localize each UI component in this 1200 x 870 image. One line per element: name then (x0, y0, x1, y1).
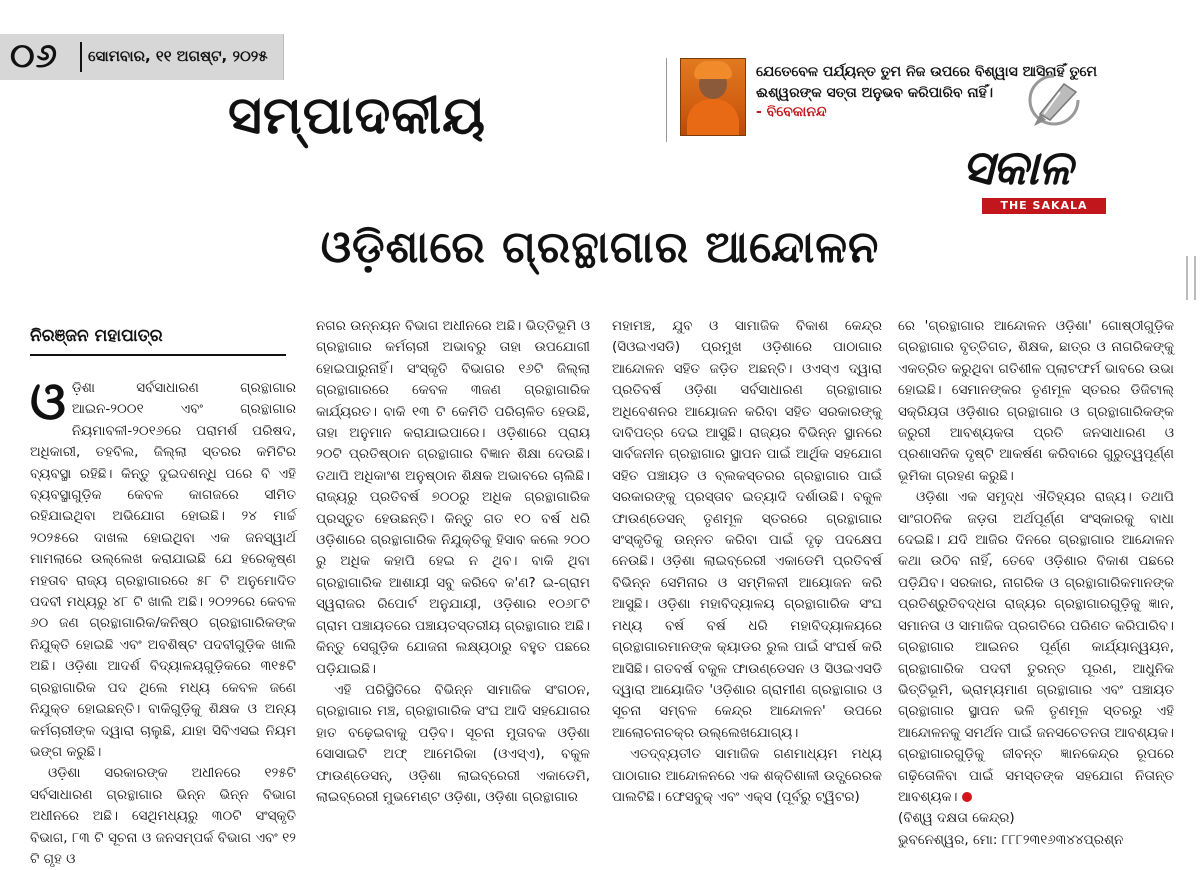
drop-cap: ଓ (30, 372, 66, 432)
date-banner (0, 34, 284, 80)
newspaper-logo-subtitle: THE SAKALA (982, 198, 1106, 214)
page-number: ୦୬ (10, 36, 58, 76)
paragraph: ନଗର ଉନ୍ନୟନ ବିଭାଗ ଅଧୀନରେ ଅଛି। ଭିତ୍ତିଭୂମି ଓ ଗ୍ରନ୍ଥାଗାର କର୍ମଚାରୀ ଅଭାବରୁ ତାହା ଉପଯୋଗୀ ହୋଇପାରୁନାହିଁ। ସଂସ୍କୃତି ବିଭାଗର ୧୬ଟି ଜିଲ୍ଲା ଗ୍ରନ୍ଥାଗାରରେ କେବଳ ୩ଜଣ ଗ୍ରନ୍ଥାଗାରିକ କାର୍ଯ୍ୟରତ। ବାକି ୧୩ ଟି କେମିତି ପରିଚାଳିତ ହେଉଛି, ତାହା ଅନୁମାନ କରାଯାଇପାରେ। ଓଡ଼ିଶାରେ ପ୍ରାୟ ୨୦ଟି ପ୍ରତିଷ୍ଠାନ ଗ୍ରନ୍ଥାଗାର ବିଜ୍ଞାନ ଶିକ୍ଷା ଦେଉଛି। ତଥାପି ଅଧିକାଂଶ ଅନୁଷ୍ଠାନ ଶିକ୍ଷକ ଅଭାବରେ ଚାଲିଛି। ରାଜ୍ୟରୁ ପ୍ରତିବର୍ଷ ୭୦୦ରୁ ଅଧିକ ଗ୍ରନ୍ଥାଗାରିକ ପ୍ରସ୍ତୁତ ହେଉଛନ୍ତି। କିନ୍ତୁ ଗତ ୧୦ ବର୍ଷ ଧରି ଓଡ଼ିଶାରେ ଗ୍ରନ୍ଥାଗାରିକ ନିଯୁକ୍ତିକୁ ହିସାବ କଲେ ୨୦୦ ରୁ ଅଧିକ କହାପି ହେଇ ନ ଥିବ। ବାକି ଥିବା ଗ୍ରନ୍ଥାଗାରିକ ଆଶାୟୀ ସବୁ କରିବେ କ'ଣ? ଇ-ଗ୍ରାମ ସ୍ୱରାଜର ରିପୋର୍ଟ ଅନୁଯାୟୀ, ଓଡ଼ିଶାର ୧୦୬୮ଟି ଗ୍ରାମ ପଞ୍ଚାୟତରେ ପଞ୍ଚାୟତସ୍ତରୀୟ ଗ୍ରନ୍ଥାଗାର ଅଛି। କିନ୍ତୁ ସେଗୁଡ଼ିକ ଯୋଜନା ଲକ୍ଷ୍ୟଠାରୁ ବହୁତ ପଛରେ ପଡ଼ିଯାଇଛି। (316, 318, 590, 677)
paragraph: ଓଡ଼ିଶା ସରକାରଙ୍କ ଅଧୀନରେ ୧୨୫ଟି ସର୍ବସାଧାରଣ ଗ୍ରନ୍ଥାଗାର ଭିନ୍ନ ଭିନ୍ନ ବିଭାଗ ଅଧୀନରେ ଅଛି। ସେଥିମଧ୍ୟରୁ ୩୦ଟି ସଂସ୍କୃତି ବିଭାଗ, ୮୩ ଟି ସୂଚନା ଓ ଜନସମ୍ପର୍କ ବିଭାଗ ଏବଂ ୧୨ ଟି ଗୃହ ଓ (30, 765, 296, 867)
page-edge-mark (1186, 256, 1196, 300)
column-1-body (30, 372, 296, 870)
quote-divider (666, 58, 667, 142)
paragraph: ଏହି ପରିସ୍ଥିତିରେ ବିଭିନ୍ନ ସାମାଜିକ ସଂଗଠନ, ଗ୍ରନ୍ଥାଗାର ମଞ୍ଚ, ଗ୍ରନ୍ଥାଗାରିକ ସଂଘ ଆଦି ସହଯୋଗର ହାତ ବଢ଼େଇବାକୁ ପଡ଼ିବ। ସୂଚନା ମୁତାବକ ଓଡ଼ିଶା ସୋସାଇଟି ଅଫ୍ ଆମେରିକା (ଓଏସ୍‌ଏ), ବକୁଳ ଫାଉଣ୍ଡେସନ୍, ଓଡ଼ିଶା ଲାଇବ୍ରେରୀ ଏକାଡେମି, ଲାଇବ୍ରେରୀ ମୁଭମେଣ୍ଟ ଓଡ଼ିଶା, ଓଡ଼ିଶା ଗ୍ରନ୍ଥାଗାର (316, 681, 590, 805)
author-contact: ଭୁବନେଶ୍ୱର, ମୋ: ୮୮୮୨୩୧୬୩୪୪ପ୍ରଶ୍ନ (898, 831, 1124, 848)
article-column-2 (316, 316, 590, 808)
article-column-4 (898, 316, 1174, 851)
paragraph: ଓଡ଼ିଶା ଏକ ସମୃଦ୍ଧ ଐତିହ୍ୟର ରାଜ୍ୟ। ତଥାପି ସାଂଗଠନିକ ଜଡ଼ତା ଅର୍ଥପୂର୍ଣ୍ଣ ସଂସ୍କାରକୁ ବାଧା ଦେଇଛି। ଯଦି ଆଜିର ଦିନରେ ଗ୍ରନ୍ଥାଗାର ଆନ୍ଦୋଳନ କଥା ଉଠିବ ନାହିଁ, ତେବେ ଓଡ଼ିଶାର ବିକାଶ ପଛରେ ପଡ଼ିଯିବ। ସରକାର, ନାଗରିକ ଓ ଗ୍ରନ୍ଥାଗାରିକମାନଙ୍କ ପ୍ରତିଶ୍ରୁତିବଦ୍ଧତା ରାଜ୍ୟର ଗ୍ରନ୍ଥାଗାରଗୁଡ଼ିକୁ ଜ୍ଞାନ, ସମାନତା ଓ ସାମାଜିକ ପ୍ରଗତିରେ ପରିଣତ କରିପାରିବ। ଗ୍ରନ୍ଥାଗାର ଆଇନର ପୂର୍ଣ୍ଣ କାର୍ଯ୍ୟାନ୍ୱୟନ, ଗ୍ରନ୍ଥାଗାରିକ ପଦବୀ ତୁରନ୍ତ ପୂରଣ, ଆଧୁନିକ ଭିତ୍ତିଭୂମି, ଭ୍ରାମ୍ୟମାଣ ଗ୍ରନ୍ଥାଗାର ଏବଂ ପଞ୍ଚାୟତ ଗ୍ରନ୍ଥାଗାର ସ୍ଥାପନ ଭଳି ତୃଣମୂଳ ସ୍ତରରୁ ଏହି ଆନ୍ଦୋଳନକୁ ସମର୍ଥନ ପାଇଁ ଜନସଚେତନତା ଆବଶ୍ୟକ। ଗ୍ରନ୍ଥାଗାରଗୁଡ଼ିକୁ ଜୀବନ୍ତ ଜ୍ଞାନକେନ୍ଦ୍ର ରୂପରେ ଗଢ଼ିତୋଳିବା ପାଇଁ ସମସ୍ତଙ୍କ ସହଯୋଗ ନିତାନ୍ତ ଆବଶ୍ୟକ। (898, 489, 1174, 805)
newspaper-logo: ସକାଳ (962, 140, 1072, 196)
vivekananda-portrait-image (680, 58, 746, 136)
article-byline: ନିରଞ୍ଜନ ମହାପାତ୍ର (30, 326, 163, 346)
byline-underline (30, 354, 286, 356)
author-org: (ବିଶ୍ୱ ଦକ୍ଷତା କେନ୍ଦ୍ର) (898, 810, 1015, 827)
pen-nib-icon (1020, 70, 1090, 134)
paragraph: ଏତଦ୍ବ୍ୟତୀତ ସାମାଜିକ ଗଣମାଧ୍ୟମ ମଧ୍ୟ ପାଠାଗାର ଆନ୍ଦୋଳନରେ ଏକ ଶକ୍ତିଶାଳୀ ଉତ୍ପ୍ରେରକ ପାଲଟିଛି। ଫେସବୁକ୍ ଏବଂ ଏକ୍ସ (ପୂର୍ବରୁ ଟ୍ୱିଟର) (612, 746, 882, 805)
quote-author: - ବିବେକାନନ୍ଦ (756, 104, 827, 120)
end-mark-icon (962, 792, 972, 802)
paragraph: ରେ 'ଗ୍ରନ୍ଥାଗାର ଆନ୍ଦୋଳନ ଓଡ଼ିଶା' ଗୋଷ୍ଠୀଗୁଡ଼ିକ ଗ୍ରନ୍ଥାଗାର ବୃତ୍ତିଗତ, ଶିକ୍ଷକ, ଛାତ୍ର ଓ ନାଗରିକଙ୍କୁ ଏକତ୍ରିତ କରୁଥିବା ଗତିଶୀଳ ପ୍ଲାଟଫର୍ମ ଭାବରେ ଉଭା ହୋଇଛି। ସେମାନଙ୍କର ତୃଣମୂଳ ସ୍ତରର ଡିଜିଟାଲ୍ ସକ୍ରିୟତା ଓଡ଼ିଶାର ଗ୍ରନ୍ଥାଗାର ଓ ଗ୍ରନ୍ଥାଗାରିକଙ୍କ ଜରୁରୀ ଆବଶ୍ୟକତା ପ୍ରତି ଜନସାଧାରଣ ଓ ପ୍ରଶାସନିକ ଦୃଷ୍ଟି ଆକର୍ଷଣ କରିବାରେ ଗୁରୁତ୍ୱପୂର୍ଣ୍ଣ ଭୂମିକା ଗ୍ରହଣ କରୁଛି। (898, 318, 1174, 484)
paragraph: ଓଡ଼ିଶା ସର୍ବସାଧାରଣ ଗ୍ରନ୍ଥାଗାର ଆଇନ-୨୦୦୧ ଏବଂ ଗ୍ରନ୍ଥାଗାର ନିୟମାବଳୀ-୨୦୧୬ରେ ପରାମର୍ଶ ପରିଷଦ, ଅଧିକାରୀ, ତହବିଲ, ଜିଲ୍ଲା ସ୍ତରର କମିଟିର ବ୍ୟବସ୍ଥା ରହିଛି। କିନ୍ତୁ ଦୁଇଦଶନ୍ଧି ପରେ ବି ଏହି ବ୍ୟବସ୍ଥାଗୁଡ଼ିକ କେବଳ କାଗଜରେ ସୀମିତ ରହିଯାଇଥିବା ଅଭିଯୋଗ ହୋଇଛି। ୨୪ ମାର୍ଚ୍ଚ ୨୦୨୫ରେ ଦାଖଲ ହୋଇଥିବା ଏକ ଜନସ୍ୱାର୍ଥ ମାମଲାରେ ଉଲ୍ଲେଖ କରାଯାଇଛି ଯେ ହରେକୃଷ୍ଣ ମହତାବ ରାଜ୍ୟ ଗ୍ରନ୍ଥାଗାରରେ ୫୮ ଟି ଅନୁମୋଦିତ ପଦବୀ ମଧ୍ୟରୁ ୪୮ ଟି ଖାଲି ଅଛି। ୨୦୨୨ରେ କେବଳ ୬୦ ଜଣ ଗ୍ରନ୍ଥାଗାରିକ/କନିଷ୍ଠ ଗ୍ରନ୍ଥାଗାରିକଙ୍କ ନିଯୁକ୍ତି ହୋଇଛି ଏବଂ ଅବଶିଷ୍ଟ ପଦବୀଗୁଡ଼ିକ ଖାଲି ଅଛି। ଓଡ଼ିଶା ଆଦର୍ଶ ବିଦ୍ୟାଳୟଗୁଡ଼ିକରେ ୩୧୫ଟି ଗ୍ରନ୍ଥାଗାରିକ ପଦ ଥିଲେ ମଧ୍ୟ କେବଳ ଜଣେ ନିଯୁକ୍ତ ହୋଇଛନ୍ତି। ବାକିଗୁଡ଼ିକୁ ଶିକ୍ଷକ ଓ ଅନ୍ୟ କର୍ମଚାରୀଙ୍କ ଦ୍ୱାରା ଚାଲୁଛି, ଯାହା ସିବିଏସଇ ନିୟମ ଭଙ୍ଗ କରୁଛି। (30, 372, 296, 760)
article-headline: ଓଡ଼ିଶାରେ ଗ୍ରନ୍ଥାଗାର ଆନ୍ଦୋଳନ (320, 222, 880, 273)
issue-date: ସୋମବାର, ୧୧ ଅଗଷ୍ଟ, ୨୦୨୫ (88, 47, 268, 65)
paragraph: ମହାମଞ୍ଚ, ଯୁବ ଓ ସାମାଜିକ ବିକାଶ କେନ୍ଦ୍ର (ସିଓଇଏସଡି) ପ୍ରମୁଖ ଓଡ଼ିଶାରେ ପାଠାଗାର ଆନ୍ଦୋଳନ ସହିତ ଜଡ଼ିତ ଅଛନ୍ତି। ଓଏସ୍‌ଏ ଦ୍ୱାରା ପ୍ରତିବର୍ଷ ଓଡ଼ିଶା ସର୍ବସାଧାରଣ ଗ୍ରନ୍ଥାଗାର ଅଧିବେଶନର ଆୟୋଜନ କରିବା ସହିତ ସରକାରଙ୍କୁ ଦାବିପତ୍ର ଦେଇ ଆସୁଛି। ରାଜ୍ୟର ବିଭିନ୍ନ ସ୍ଥାନରେ ସାର୍ବଜନୀନ ଗ୍ରନ୍ଥାଗାର ସ୍ଥାପନ ପାଇଁ ଆର୍ଥିକ ସହଯୋଗ ସହିତ ପଞ୍ଚାୟତ ଓ ବ୍ଲକସ୍ତରର ଗ୍ରନ୍ଥାଗାର ପାଇଁ ସରକାରଙ୍କୁ ପ୍ରସ୍ତାବ ଇତ୍ୟାଦି ଦର୍ଶାଉଛି। ବକୁଳ ଫାଉଣ୍ଡେସନ୍ ତୃଣମୂଳ ସ୍ତରରେ ଗ୍ରନ୍ଥାଗାର ସଂସ୍କୃତିକୁ ଉନ୍ନତ କରିବା ପାଇଁ ଦୃଢ଼ ପଦକ୍ଷେପ ନେଉଛି। ଓଡ଼ିଶା ଲାଇବ୍ରେରୀ ଏକାଡେମି ପ୍ରତିବର୍ଷ ବିଭିନ୍ନ ସେମିନାର ଓ ସମ୍ମିଳନୀ ଆୟୋଜନ କରି ଆସୁଛି। ଓଡ଼ିଶା ମହାବିଦ୍ୟାଳୟ ଗ୍ରନ୍ଥାଗାରିକ ସଂଘ ମଧ୍ୟ ବର୍ଷ ବର୍ଷ ଧରି ମହାବିଦ୍ୟାଳୟରେ ଗ୍ରନ୍ଥାଗାରମାନଙ୍କ କ୍ୟାଡର ରୁଲ ପାଇଁ ସଂଘର୍ଷ କରି ଆସିଛି। ଗତବର୍ଷ ବକୁଳ ଫାଉଣ୍ଡେସନ ଓ ସିଓଇଏସଡି ଦ୍ୱାରା ଆୟୋଜିତ 'ଓଡ଼ିଶାର ଗ୍ରାମୀଣ ଗ୍ରନ୍ଥାଗାର ଓ ସୂଚନା ସମ୍ବଳ କେନ୍ଦ୍ର ଆନ୍ଦୋଳନ' ଉପରେ ଆଲୋଚନାଚକ୍ର ଉଲ୍ଲେଖଯୋଗ୍ୟ। (612, 318, 882, 741)
daily-quote: ଯେତେବେଳ ପର୍ଯ୍ୟନ୍ତ ତୁମ ନିଜ ଉପରେ ବିଶ୍ୱାସ ଆସିନାହିଁ ତୁମେ ଈଶ୍ୱରଙ୍କ ସତ୍ତା ଅନୁଭବ କରିପାରିବ ନାହିଁ। (756, 64, 1098, 101)
article-column-3 (612, 316, 882, 808)
date-separator (80, 42, 82, 72)
section-title: ସମ୍ପାଦକୀୟ (228, 86, 486, 146)
